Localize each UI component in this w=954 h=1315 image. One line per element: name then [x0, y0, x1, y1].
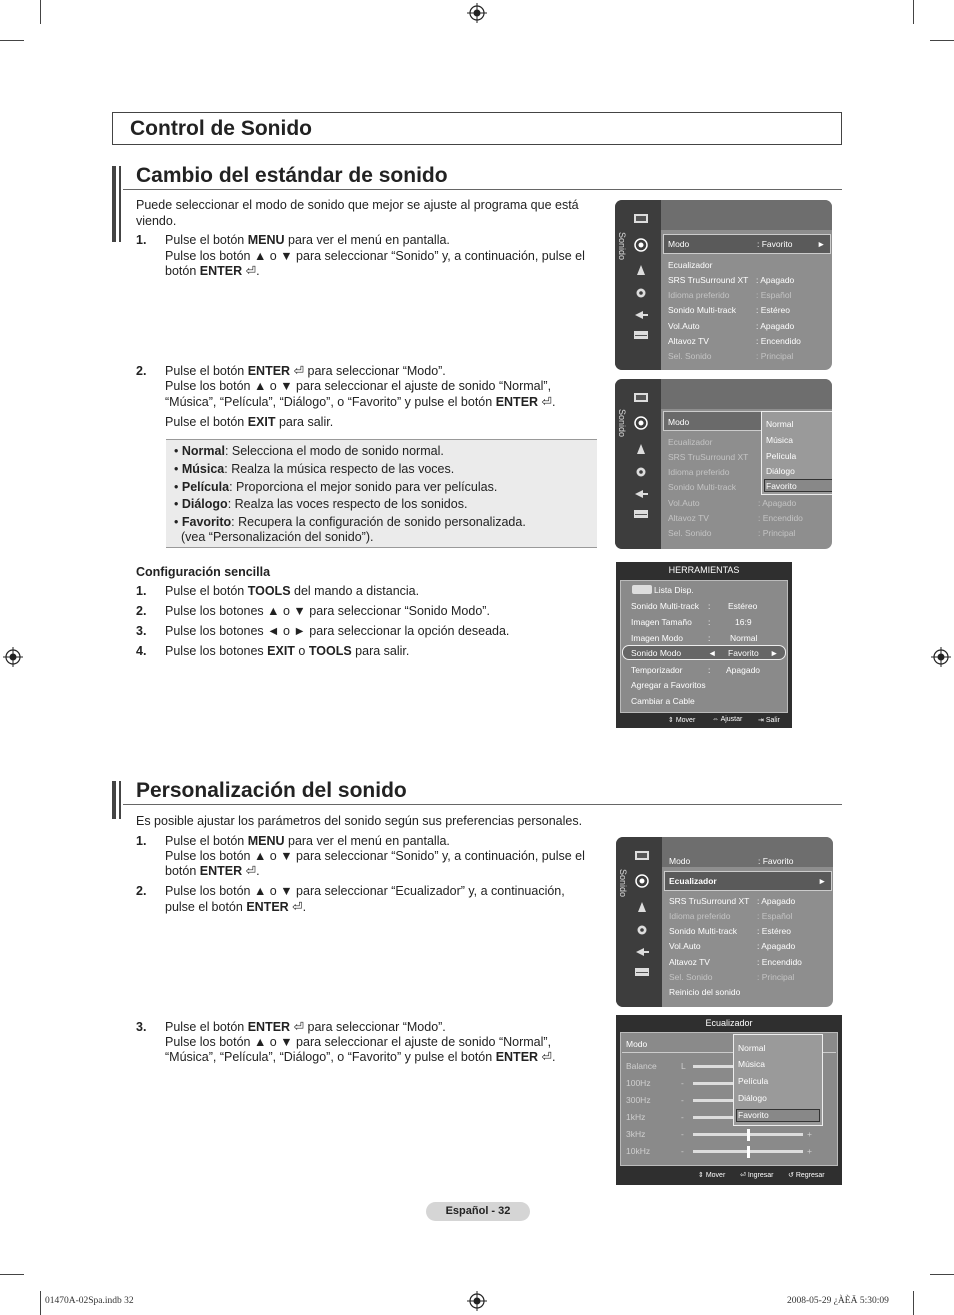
dropdown-option[interactable]: Normal: [738, 1043, 766, 1053]
step-text: Pulse los botón ▲ o ▼ para seleccionar el ajuste de sonido “Normal”,: [165, 1035, 552, 1049]
menu-item-idioma[interactable]: Idioma preferido: [668, 290, 730, 300]
step-text: Pulse el botón MENU para ver el menú en pantalla.: [165, 233, 450, 247]
page-title: Control de Sonido: [130, 117, 312, 140]
crop-mark: [930, 1274, 954, 1275]
channel-icon: [633, 443, 649, 455]
equalizer-title: Ecualizador: [705, 1018, 753, 1028]
dropdown-option[interactable]: Música: [738, 1059, 765, 1069]
tools-item[interactable]: Imagen Modo: [631, 633, 683, 643]
section-rule: [123, 804, 842, 805]
step-text: Pulse los botón ▲ o ▼ para seleccionar “Sonido” y, a continuación, pulse el: [165, 849, 585, 863]
leftright-icon: ⇔: [712, 716, 719, 723]
menu-item-value: : Favorito: [758, 856, 794, 866]
picture-icon: [633, 212, 649, 224]
menu-item-altavoz[interactable]: Altavoz TV: [668, 513, 709, 523]
enter-icon: ⏎: [245, 864, 257, 878]
footer-move: ⇕ Mover: [698, 1172, 726, 1179]
dropdown-option[interactable]: Normal: [766, 419, 794, 429]
menu-header: [661, 200, 832, 230]
tools-item[interactable]: Sonido Multi-track: [631, 601, 700, 611]
crop-mark: [913, 0, 914, 24]
tools-value: Favorito: [728, 648, 759, 658]
mode-list-box: [166, 439, 597, 548]
registration-mark-icon: [467, 3, 487, 23]
menu-item-srs[interactable]: SRS TruSurround XT: [669, 896, 750, 906]
tools-item[interactable]: Temporizador: [631, 665, 683, 675]
exit-icon: ⇥: [758, 717, 764, 724]
step-text: Pulse el botón ENTER ⏎ para seleccionar “Modo”.: [165, 1020, 446, 1034]
dropdown-option[interactable]: Diálogo: [738, 1093, 767, 1103]
menu-item-multitrack[interactable]: Sonido Multi-track: [668, 305, 737, 315]
setup-icon: [633, 466, 649, 478]
section-bar: [119, 166, 121, 242]
enter-icon: ⏎: [541, 1050, 553, 1064]
menu-item-value: : Principal: [758, 528, 796, 538]
tools-sep: :: [708, 617, 711, 627]
tools-title: HERRAMIENTAS: [668, 565, 740, 575]
menu-item-multitrack[interactable]: Sonido Multi-track: [669, 926, 738, 936]
step-number: 1.: [136, 233, 147, 247]
picture-icon: [634, 849, 650, 861]
dropdown-option[interactable]: Música: [766, 435, 793, 445]
tools-item[interactable]: Agregar a Favoritos: [631, 680, 706, 690]
step-number: 4.: [136, 644, 147, 658]
menu-item-ecualizador[interactable]: Ecualizador: [669, 876, 717, 886]
menu-item-multitrack[interactable]: Sonido Multi-track: [668, 482, 737, 492]
eq-slider-knob[interactable]: [747, 1129, 750, 1141]
dropdown-option[interactable]: Diálogo: [766, 466, 795, 476]
menu-item-value: : Apagado: [756, 321, 795, 331]
arrow-right-icon[interactable]: ►: [770, 648, 779, 658]
eq-band-label: 1kHz: [626, 1112, 646, 1122]
input-icon: [633, 488, 649, 500]
tools-menu: [616, 562, 792, 728]
menu-item-value: : Favorito: [757, 239, 793, 249]
updown-icon: ⇕: [698, 1172, 704, 1179]
eq-slider-knob[interactable]: [747, 1146, 750, 1158]
setup-icon: [634, 924, 650, 936]
page-number: Español - 32: [426, 1202, 530, 1221]
arrow-right-icon: ►: [817, 239, 826, 249]
step-text: Pulse los botones ▲ o ▼ para seleccionar “Sonido Modo”.: [165, 604, 490, 618]
registration-mark-icon: [467, 1291, 487, 1311]
dropdown-option[interactable]: Favorito: [738, 1110, 769, 1120]
menu-item-volauto[interactable]: Vol.Auto: [668, 498, 700, 508]
menu-item-volauto[interactable]: Vol.Auto: [668, 321, 700, 331]
tools-value: Normal: [730, 633, 758, 643]
menu-item-value: : Encendido: [758, 513, 803, 523]
registration-mark-icon: [3, 647, 23, 667]
eq-band-min: -: [681, 1146, 684, 1156]
crop-mark: [40, 0, 41, 24]
menu-item-volauto[interactable]: Vol.Auto: [669, 941, 701, 951]
sound-icon: [633, 415, 649, 431]
section-rule: [123, 189, 842, 190]
menu-item-value: : Español: [757, 911, 793, 921]
footer-move: ⇕ Mover: [668, 717, 696, 724]
sound-icon: [634, 873, 650, 889]
step-number: 2.: [136, 364, 147, 378]
registration-mark-icon: [931, 647, 951, 667]
menu-item-value: : Estéreo: [756, 305, 791, 315]
step-number: 2.: [136, 604, 147, 618]
menu-item-modo[interactable]: Modo: [668, 417, 690, 427]
footer-exit: ⇥ Salir: [758, 717, 780, 724]
eq-band-min: -: [681, 1112, 684, 1122]
eq-mode-label[interactable]: Modo: [626, 1039, 648, 1049]
menu-sidebar: [615, 200, 661, 370]
tv-sound-menu-mode-popup: [615, 379, 832, 549]
step-text: “Música”, “Película”, “Diálogo”, o “Favorito” y pulse el botón ENTER ⏎.: [165, 1050, 556, 1064]
eq-band-label: 10kHz: [626, 1146, 651, 1156]
menu-item-idioma[interactable]: Idioma preferido: [669, 911, 731, 921]
footer-adjust: ⇔ Ajustar: [712, 716, 743, 723]
step-text: Pulse los botones ◄ o ► para seleccionar la opción deseada.: [165, 624, 510, 638]
return-icon: ↺: [788, 1172, 794, 1179]
step-number: 3.: [136, 624, 147, 638]
tools-item[interactable]: Imagen Tamaño: [631, 617, 692, 627]
section-bar: [112, 166, 116, 242]
step-number: 2.: [136, 884, 147, 898]
enter-icon: ⏎: [541, 395, 553, 409]
menu-item-ecualizador[interactable]: Ecualizador: [668, 260, 713, 270]
menu-item-value: : Apagado: [758, 498, 797, 508]
eq-band-min: -: [681, 1095, 684, 1105]
menu-item-altavoz[interactable]: Altavoz TV: [668, 336, 709, 346]
mode-bullet: • Diálogo: Realza las voces respecto de los sonidos.: [174, 497, 468, 511]
eq-band-label: 100Hz: [626, 1078, 651, 1088]
section-bar: [112, 781, 116, 819]
menu-item-value: : Apagado: [757, 896, 796, 906]
menu-header: [661, 379, 832, 409]
menu-sidebar: [616, 837, 662, 1007]
crop-mark: [0, 40, 24, 41]
eq-band-min: L: [681, 1061, 686, 1071]
step-text: Pulse el botón ENTER ⏎ para seleccionar “Modo”.: [165, 364, 446, 378]
mode-bullet: • Normal: Selecciona el modo de sonido normal.: [174, 444, 444, 458]
step-text: Pulse los botón ▲ o ▼ para seleccionar el ajuste de sonido “Normal”,: [165, 379, 552, 393]
tools-value: 16:9: [735, 617, 752, 627]
eq-band-label: Balance: [626, 1061, 657, 1071]
menu-item-modo[interactable]: Modo: [669, 856, 691, 866]
section-heading: Personalización del sonido: [136, 779, 407, 802]
tools-value: Apagado: [726, 665, 761, 675]
menu-item-selsonido[interactable]: Sel. Sonido: [669, 972, 713, 982]
menu-item-value: : Español: [756, 290, 792, 300]
menu-item-value: : Estéreo: [757, 926, 792, 936]
date-slug: 2008-05-29 ¿ÀÈÄ 5:30:09: [787, 1296, 889, 1306]
step-text: Pulse el botón EXIT para salir.: [165, 415, 334, 429]
file-slug: 01470A-02Spa.indb 32: [45, 1296, 134, 1306]
application-icon: [634, 966, 650, 978]
footer-return: ↺ Regresar: [788, 1172, 825, 1179]
arrow-left-icon[interactable]: ◄: [708, 648, 717, 658]
section-intro: Puede seleccionar el modo de sonido que mejor se ajuste al programa que está viendo.: [136, 198, 579, 228]
crop-mark: [913, 1291, 914, 1315]
step-number: 1.: [136, 834, 147, 848]
step-text: Pulse los botón ▲ o ▼ para seleccionar “Sonido” y, a continuación, pulse el: [165, 249, 585, 263]
channel-icon: [633, 264, 649, 276]
mode-dropdown[interactable]: [761, 411, 832, 495]
page-title-box: [112, 112, 842, 145]
equalizer-menu: [616, 1015, 842, 1185]
input-icon: [633, 309, 649, 321]
tools-value: Estéreo: [728, 601, 758, 611]
setup-icon: [633, 287, 649, 299]
enter-icon: ⏎: [293, 1020, 305, 1034]
eq-band-max: +: [807, 1129, 812, 1139]
application-icon: [633, 329, 649, 341]
step-number: 1.: [136, 584, 147, 598]
dropdown-option[interactable]: Película: [766, 451, 797, 461]
eq-band-min: -: [681, 1078, 684, 1088]
mode-bullet: • Película: Proporciona el mejor sonido para ver películas.: [174, 480, 498, 494]
equalizer-body: [620, 1032, 838, 1166]
menu-item-idioma[interactable]: Idioma preferido: [668, 467, 730, 477]
tools-item-sonido-modo[interactable]: Sonido Modo: [631, 648, 682, 658]
step-number: 3.: [136, 1020, 147, 1034]
step-text: Pulse los botones EXIT o TOOLS para salir.: [165, 644, 410, 658]
menu-item-modo[interactable]: Modo: [668, 239, 690, 249]
eq-band-min: -: [681, 1129, 684, 1139]
step-text: Pulse los botón ▲ o ▼ para seleccionar “Ecualizador” y, a continuación,: [165, 884, 565, 898]
menu-item-reinicio[interactable]: Reinicio del sonido: [669, 987, 741, 997]
enter-icon: ⏎: [245, 264, 257, 278]
crop-mark: [40, 1291, 41, 1315]
step-text: botón ENTER ⏎.: [165, 864, 260, 878]
menu-item-value: : Encendido: [757, 957, 802, 967]
section-bar: [119, 781, 121, 819]
menu-item-selsonido[interactable]: Sel. Sonido: [668, 351, 712, 361]
menu-item-value: : Apagado: [757, 941, 796, 951]
enter-icon: ⏎: [293, 364, 305, 378]
step-text: Pulse el botón TOOLS del mando a distancia.: [165, 584, 420, 598]
anynet-icon: [632, 585, 652, 594]
step-text: Pulse el botón MENU para ver el menú en pantalla.: [165, 834, 450, 848]
application-icon: [633, 508, 649, 520]
menu-side-label: Sonido: [617, 409, 627, 438]
section-intro: Es posible ajustar los parámetros del sonido según sus preferencias personales.: [136, 814, 583, 828]
eq-mode-dropdown[interactable]: [733, 1034, 823, 1126]
menu-item-srs[interactable]: SRS TruSurround XT: [668, 452, 749, 462]
menu-item-value: : Encendido: [756, 336, 801, 346]
crop-mark: [930, 40, 954, 41]
tools-sep: :: [708, 665, 711, 675]
arrow-right-icon: ►: [818, 876, 827, 886]
tools-item[interactable]: Lista Disp.: [654, 585, 694, 595]
easy-setup-title: Configuración sencilla: [136, 565, 271, 579]
step-text: pulse el botón ENTER ⏎.: [165, 900, 307, 914]
tools-sep: :: [708, 601, 711, 611]
menu-item-srs[interactable]: SRS TruSurround XT: [668, 275, 749, 285]
dropdown-option[interactable]: Favorito: [766, 481, 797, 491]
tools-item[interactable]: Cambiar a Cable: [631, 696, 695, 706]
mode-bullet: • Favorito: Recupera la configuración de sonido personalizada.: [174, 515, 526, 529]
menu-sidebar: [615, 379, 661, 549]
enter-icon: ⏎: [292, 900, 303, 914]
sound-icon: [633, 237, 649, 253]
crop-mark: [0, 1274, 24, 1275]
tv-sound-menu: [615, 200, 832, 370]
menu-item-value: : Principal: [756, 351, 794, 361]
eq-band-max: +: [807, 1146, 812, 1156]
menu-item-value: : Apagado: [756, 275, 795, 285]
mode-bullet-note: (vea “Personalización del sonido”).: [181, 530, 374, 544]
menu-side-label: Sonido: [618, 869, 628, 898]
picture-icon: [633, 391, 649, 403]
step-text: “Música”, “Película”, “Diálogo”, o “Favorito” y pulse el botón ENTER ⏎.: [165, 395, 556, 409]
tools-sep: :: [708, 633, 711, 643]
dropdown-option[interactable]: Película: [738, 1076, 769, 1086]
eq-band-label: 3kHz: [626, 1129, 646, 1139]
mode-bullet: • Música: Realza la música respecto de las voces.: [174, 462, 455, 476]
menu-item-selsonido[interactable]: Sel. Sonido: [668, 528, 712, 538]
menu-item-ecualizador[interactable]: Ecualizador: [668, 437, 713, 447]
menu-item-value: : Principal: [757, 972, 795, 982]
eq-band-label: 300Hz: [626, 1095, 651, 1105]
tv-sound-menu-equalizer: [616, 837, 833, 1007]
updown-icon: ⇕: [668, 717, 674, 724]
channel-icon: [634, 901, 650, 913]
step-text: botón ENTER ⏎.: [165, 264, 260, 278]
menu-side-label: Sonido: [617, 232, 627, 261]
tools-body: [620, 580, 788, 713]
input-icon: [634, 946, 650, 958]
menu-item-altavoz[interactable]: Altavoz TV: [669, 957, 710, 967]
footer-enter: ⏎ Ingresar: [740, 1172, 774, 1179]
enter-icon: ⏎: [740, 1172, 746, 1179]
section-heading: Cambio del estándar de sonido: [136, 164, 448, 187]
